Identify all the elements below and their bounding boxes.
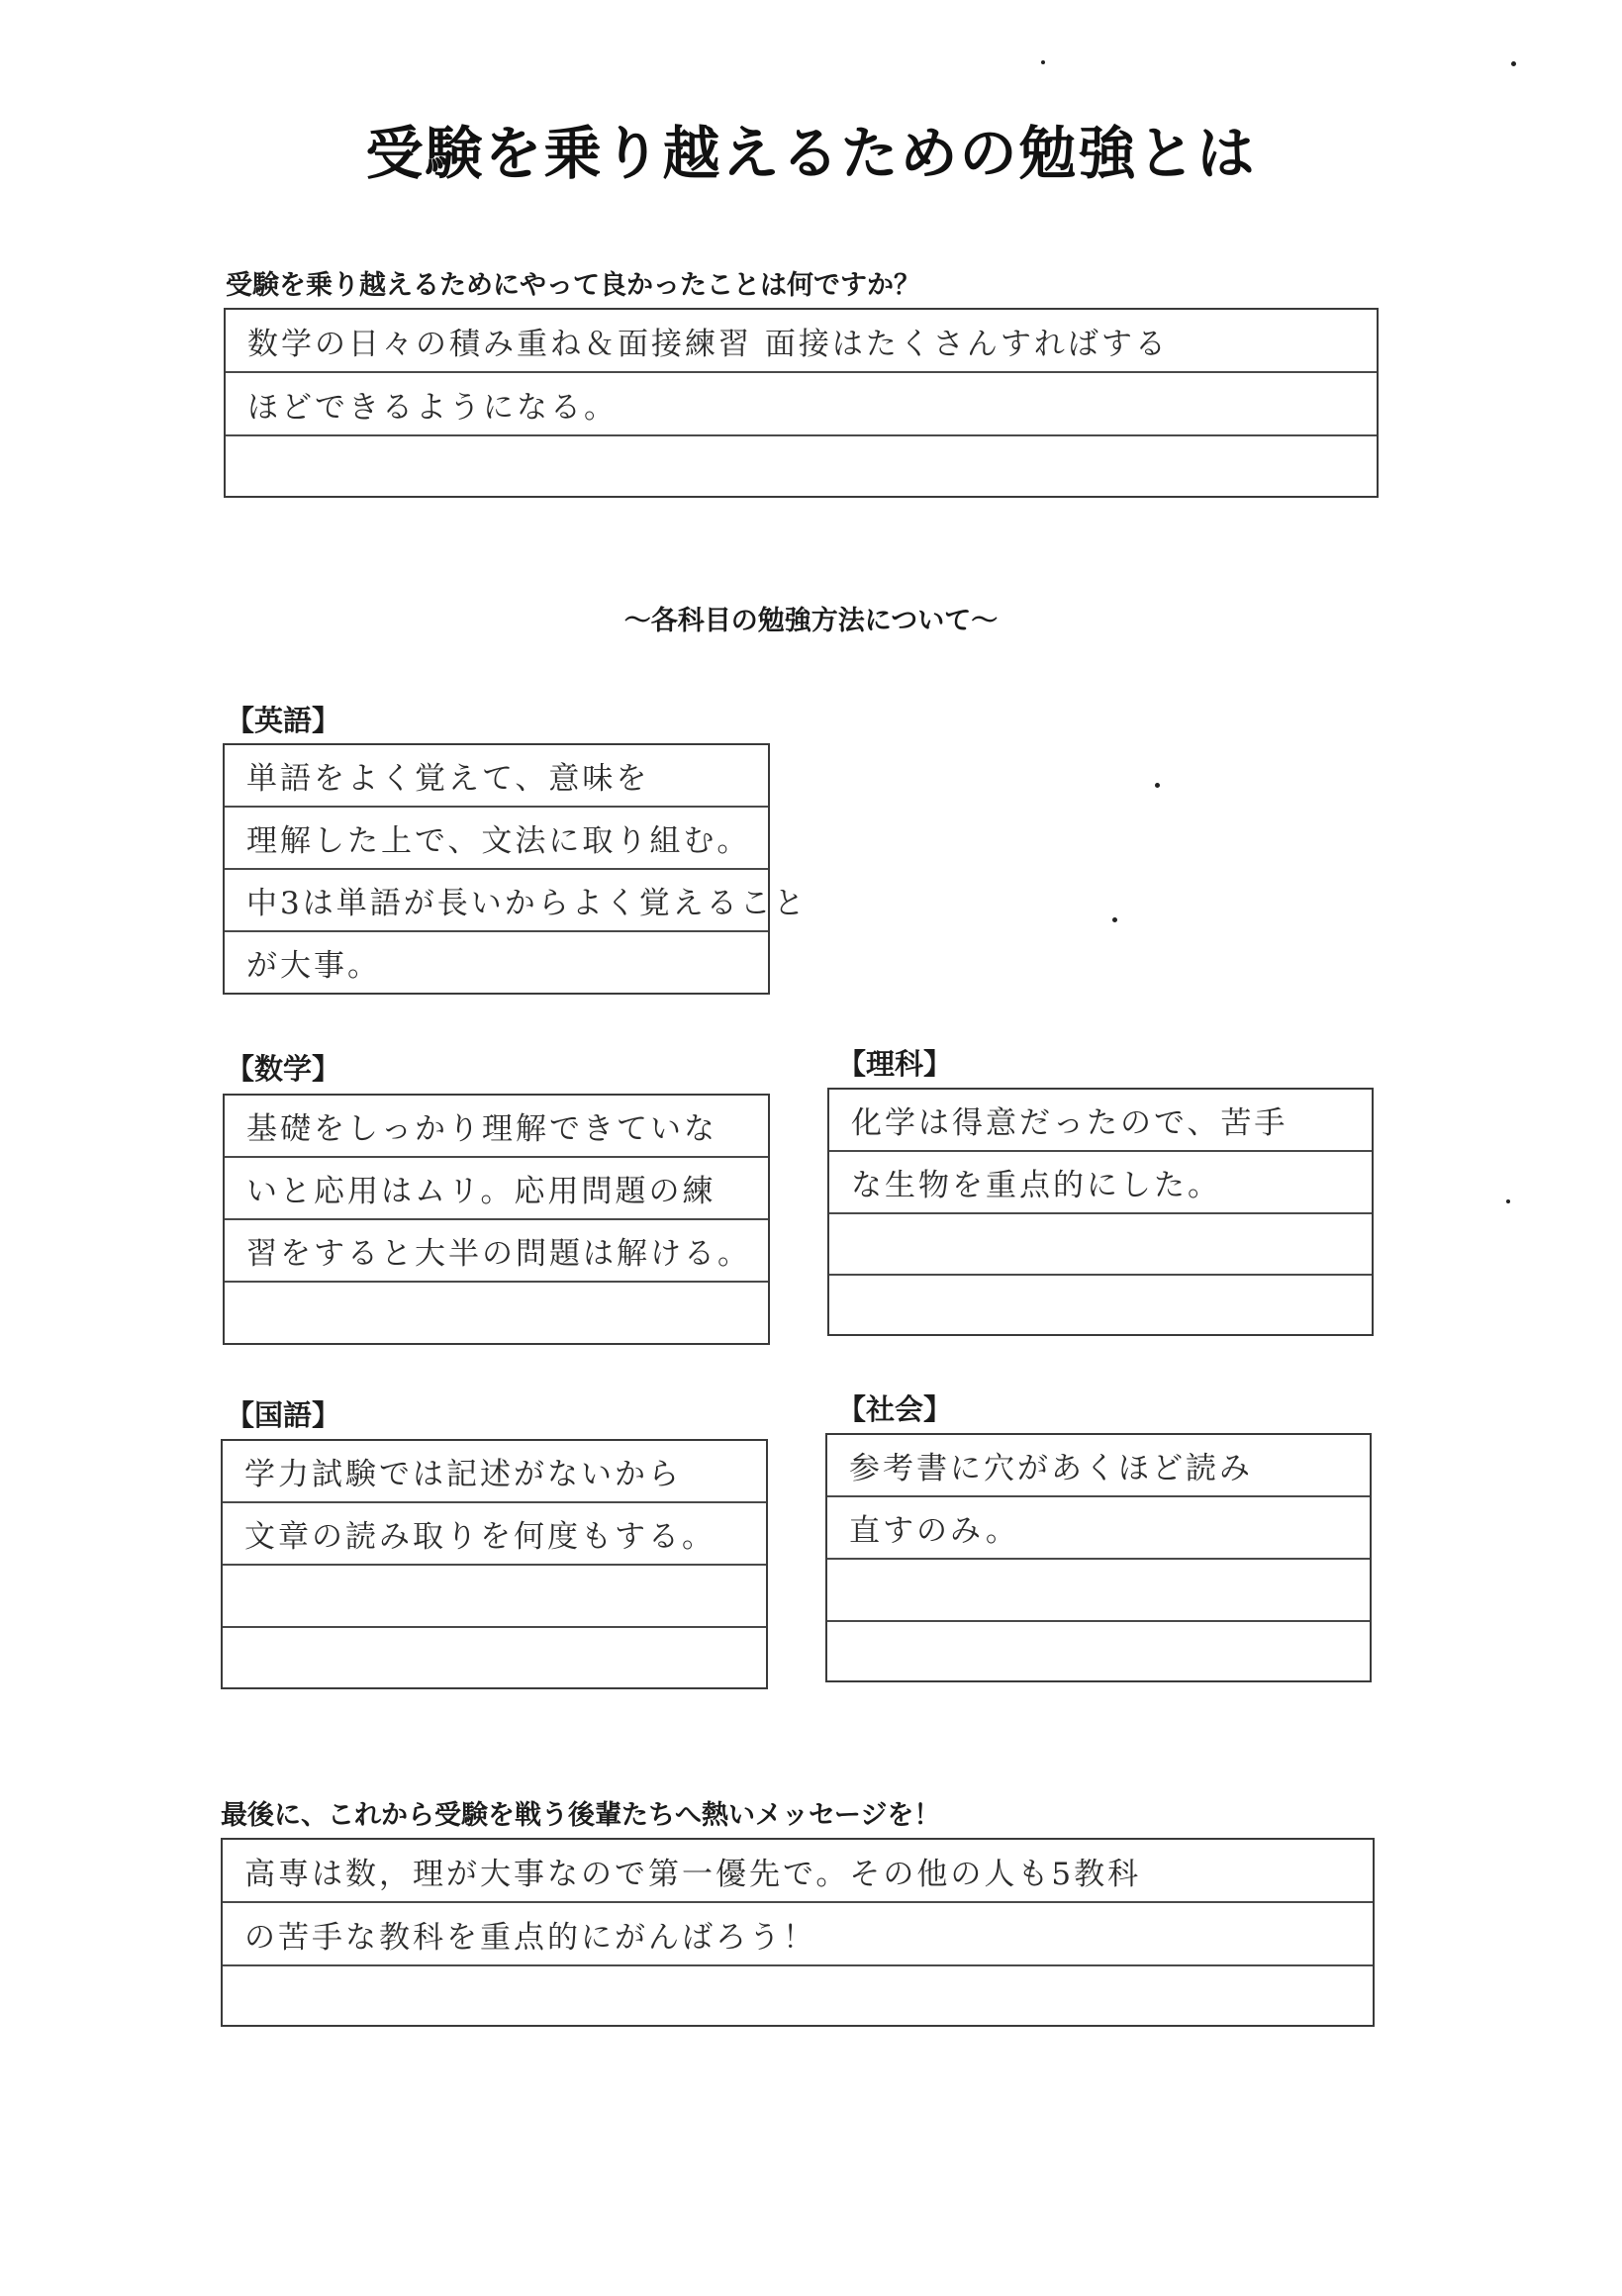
section-heading: ～各科目の勉強方法について～	[623, 606, 999, 636]
answer-line	[223, 1966, 1373, 2025]
answer-box-social	[825, 1433, 1372, 1682]
scan-speck	[1112, 917, 1117, 922]
question-label: 受験を乗り越えるためにやって良かったことは何ですか？	[226, 270, 920, 301]
answer-text: 理解した上で、文法に取り組む。	[246, 823, 751, 859]
answer-line	[225, 1096, 768, 1158]
answer-box-message	[221, 1838, 1375, 2027]
answer-text: 中3は単語が長いからよく覚えること	[246, 886, 808, 921]
answer-line	[223, 1441, 766, 1503]
answer-text: 習をすると大半の問題は解ける。	[246, 1236, 751, 1272]
message-label: 最後に、これから受験を戦う後輩たちへ熱いメッセージを！	[221, 1800, 941, 1831]
answer-line	[827, 1622, 1370, 1680]
answer-text: 基礎をしっかり理解できていな	[246, 1111, 717, 1147]
answer-box-japanese	[221, 1439, 768, 1689]
answer-text: な生物を重点的にした。	[851, 1168, 1221, 1203]
answer-line	[827, 1435, 1370, 1497]
subject-label-japanese: 【国語】	[226, 1398, 341, 1432]
scan-speck	[1155, 783, 1160, 788]
subject-label-english: 【英語】	[226, 704, 341, 737]
answer-line	[223, 1503, 766, 1566]
answer-line	[223, 1566, 766, 1628]
answer-line	[827, 1497, 1370, 1560]
subject-label-science: 【理科】	[837, 1047, 953, 1081]
answer-text: ほどできるようになる。	[247, 390, 618, 426]
answer-line	[226, 310, 1377, 373]
answer-line	[225, 1158, 768, 1220]
answer-line	[225, 1283, 768, 1343]
answer-line	[223, 1903, 1373, 1966]
answer-text: 単語をよく覚えて、意味を	[246, 761, 650, 797]
subject-label-social: 【社会】	[837, 1392, 953, 1426]
answer-line	[829, 1276, 1372, 1334]
answer-line	[225, 1220, 768, 1283]
answer-line	[223, 1840, 1373, 1903]
subject-label-math: 【数学】	[226, 1052, 341, 1086]
scan-speck	[1511, 61, 1516, 66]
answer-text: 文章の読み取りを何度もする。	[244, 1519, 716, 1555]
answer-line	[226, 436, 1377, 496]
answer-line	[225, 932, 768, 993]
answer-text: 高専は数，理が大事なので第一優先で。その他の人も5教科	[244, 1857, 1142, 1892]
answer-line	[225, 808, 768, 870]
answer-text: 学力試験では記述がないから	[244, 1457, 682, 1492]
answer-box-english	[223, 743, 808, 995]
scan-speck	[1506, 1199, 1510, 1203]
answer-line	[827, 1560, 1370, 1622]
scan-speck	[1041, 60, 1045, 64]
answer-box-q1	[224, 308, 1379, 498]
answer-line	[226, 373, 1377, 436]
answer-text: の苦手な教科を重点的にがんばろう！	[244, 1920, 816, 1956]
answer-text: 化学は得意だったので、苦手	[851, 1105, 1288, 1141]
answer-text: 参考書に穴があくほど読み	[849, 1451, 1253, 1486]
answer-text: いと応用はムリ。応用問題の練	[246, 1174, 716, 1209]
answer-line	[829, 1214, 1372, 1276]
answer-line	[225, 745, 768, 808]
answer-box-math	[223, 1094, 770, 1345]
answer-box-science	[827, 1088, 1374, 1336]
answer-line	[829, 1152, 1372, 1214]
answer-line	[223, 1628, 766, 1687]
answer-text: が大事。	[246, 948, 381, 984]
answer-line	[225, 870, 808, 932]
answer-text: 直すのみ。	[849, 1513, 1019, 1549]
answer-line	[829, 1090, 1372, 1152]
page-title: 受験を乗り越えるための勉強とは	[365, 120, 1257, 187]
answer-text: 数学の日々の積み重ね＆面接練習 面接はたくさんすればする	[247, 327, 1169, 362]
